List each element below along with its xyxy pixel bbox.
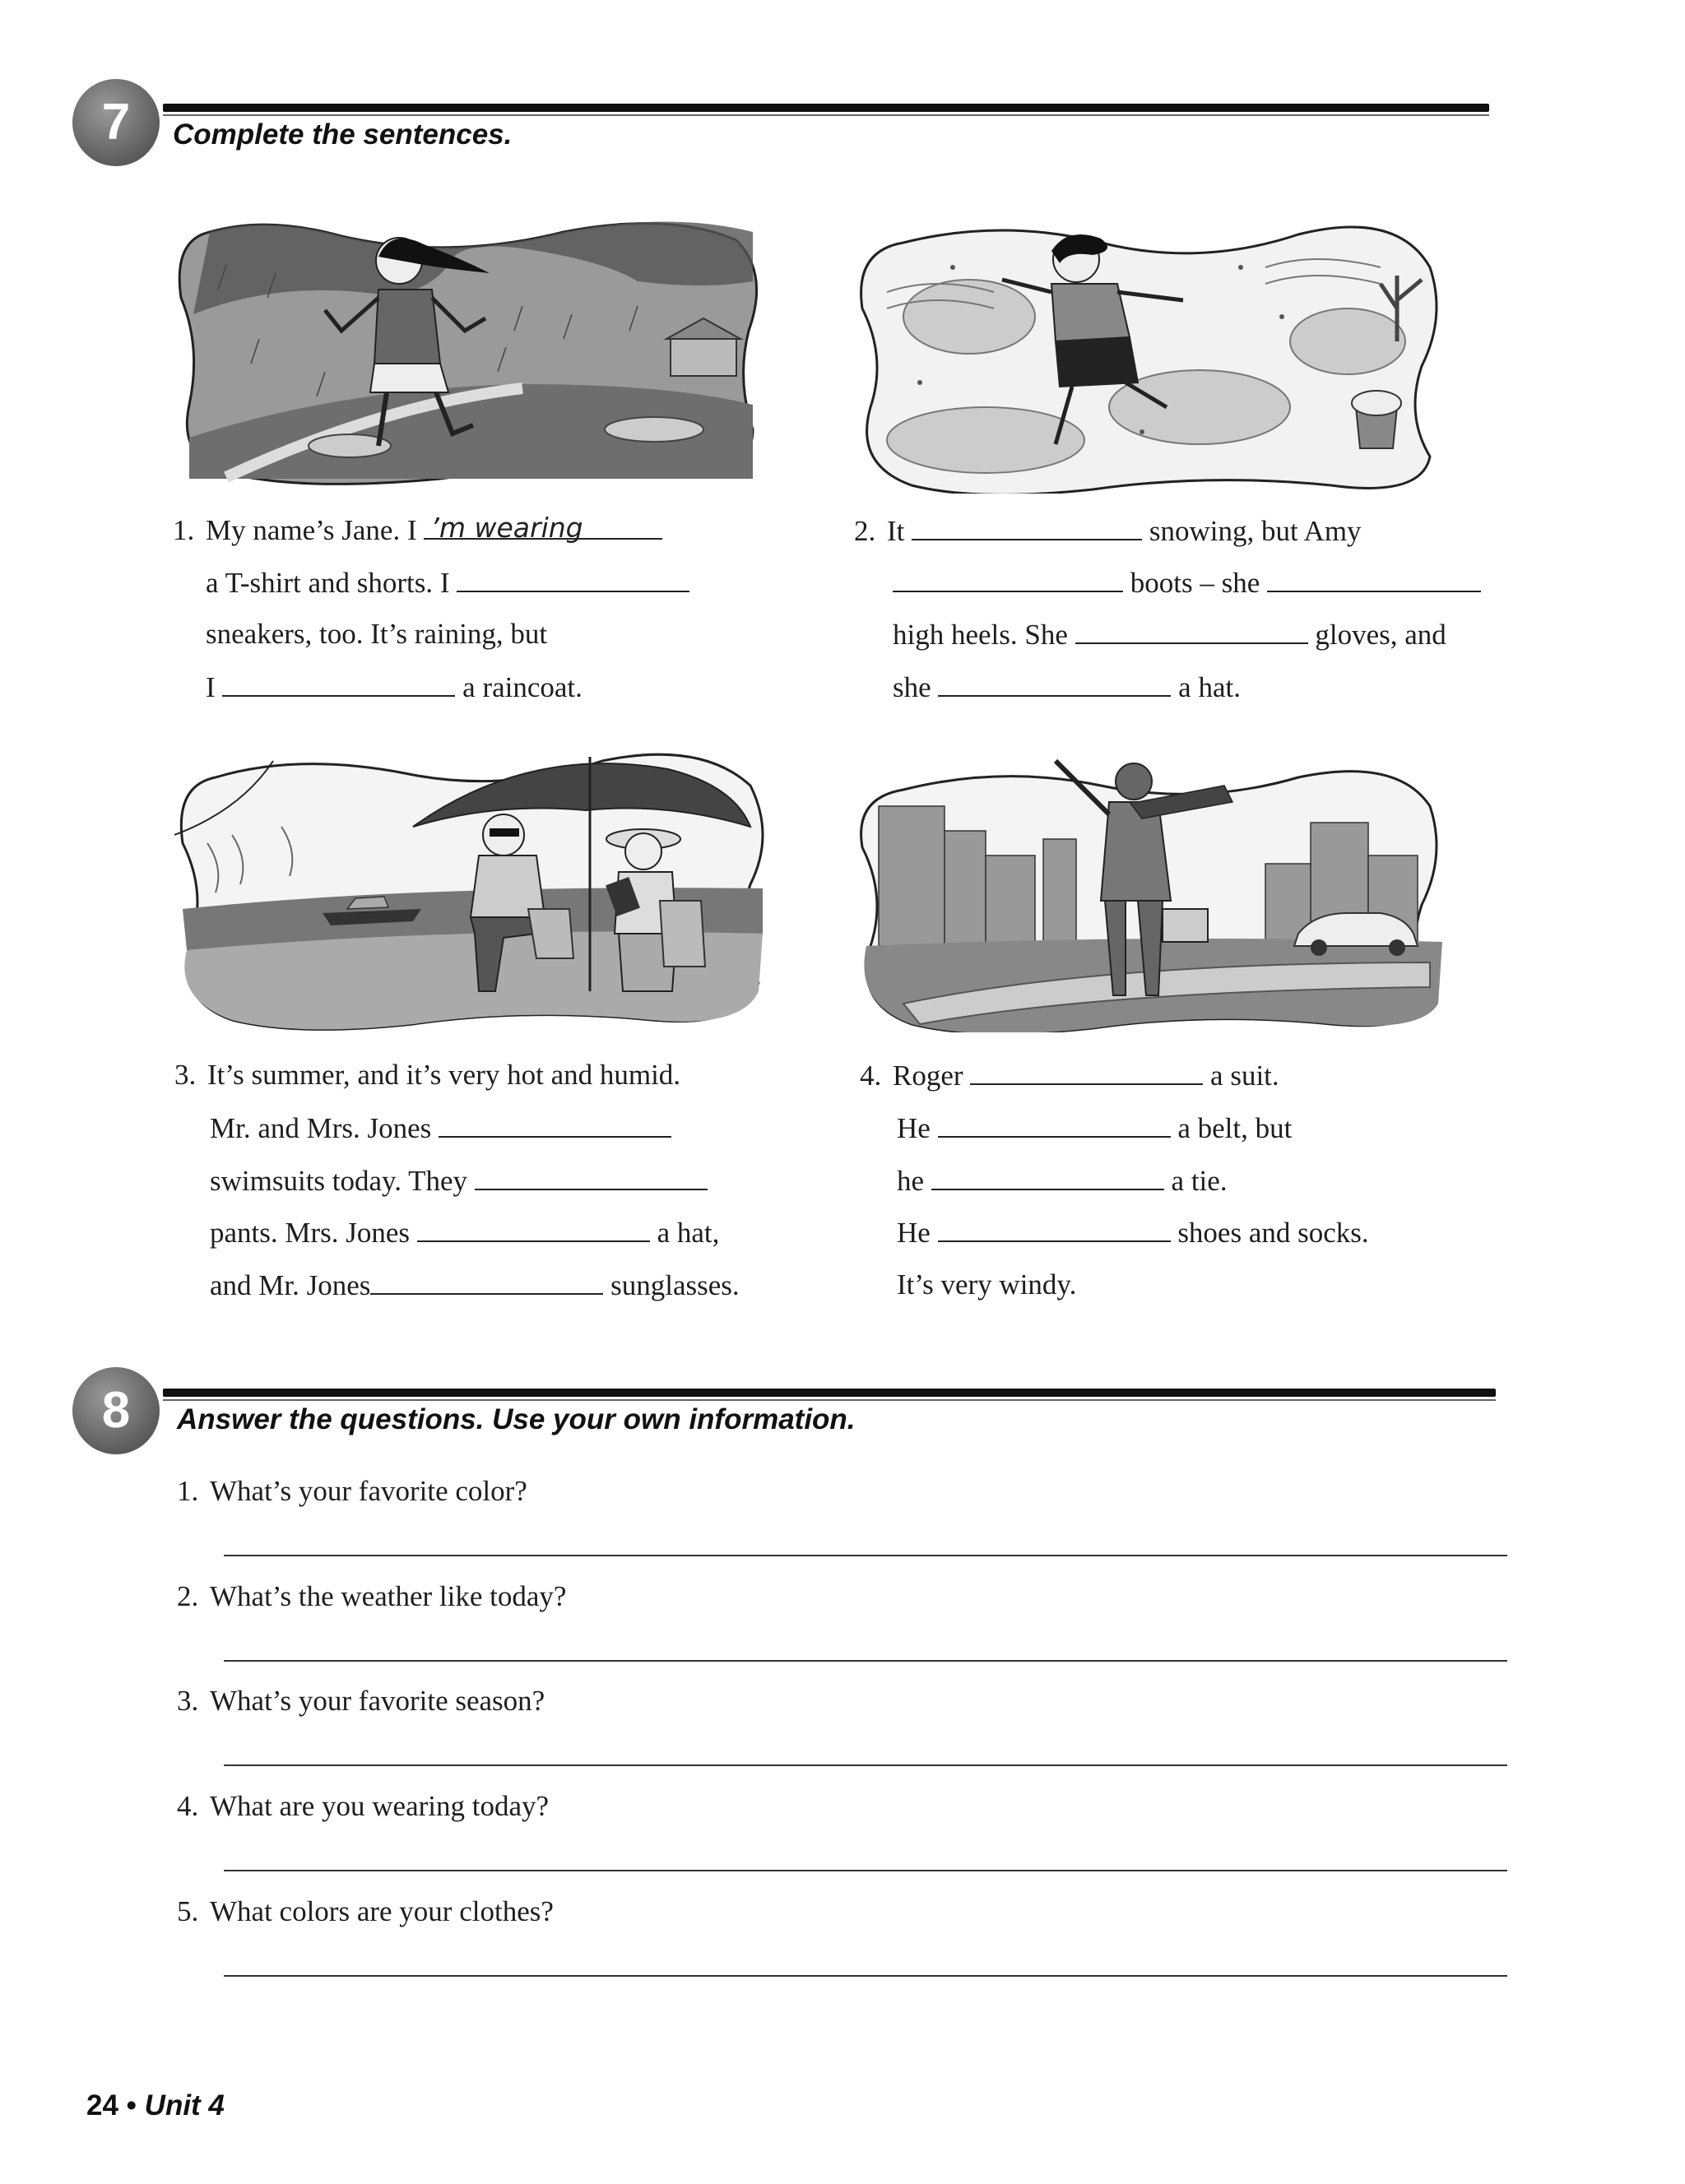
exercise-1-number: 1.	[173, 514, 195, 546]
answer-line-5[interactable]	[224, 1975, 1507, 1977]
question-2-number: 2.	[177, 1580, 199, 1612]
exercise-3-line-4	[210, 1216, 719, 1250]
question-3	[177, 1685, 545, 1718]
exercise-3-line-1	[174, 1059, 680, 1092]
exercise-1-text-4a: I	[206, 671, 216, 703]
exercise-1-text-3: sneakers, too. It’s raining, but	[206, 618, 548, 650]
question-3-text: What’s your favorite season?	[210, 1685, 545, 1717]
exercise-3-line-2	[210, 1111, 671, 1145]
page-number: 24	[86, 2089, 118, 2121]
answer-line-3[interactable]	[224, 1764, 1507, 1766]
question-1-number: 1.	[177, 1475, 199, 1507]
section-8-badge	[72, 1367, 160, 1454]
woman-in-snow-icon	[854, 218, 1438, 494]
exercise-4-text-4a: He	[897, 1217, 931, 1249]
exercise-2-blank-3[interactable]	[1267, 566, 1481, 592]
question-4-number: 4.	[177, 1790, 199, 1822]
exercise-2-line-1	[854, 514, 1362, 548]
exercise-1-blank-3[interactable]	[222, 670, 455, 697]
exercise-1-line-3	[206, 618, 547, 651]
question-3-number: 3.	[177, 1685, 199, 1717]
exercise-2-line-2	[893, 566, 1481, 600]
exercise-3-blank-3[interactable]	[417, 1216, 650, 1242]
question-4-text: What are you wearing today?	[210, 1790, 550, 1822]
exercise-4-line-3	[897, 1164, 1228, 1198]
exercise-3-text-4b: a hat,	[657, 1217, 720, 1249]
exercise-3-number: 3.	[174, 1059, 197, 1091]
unit-label: Unit 4	[144, 2089, 225, 2121]
section-7-title: Complete the sentences.	[173, 118, 513, 151]
exercise-1-line-4	[206, 670, 583, 704]
exercise-1-text-2: a T-shirt and shorts. I	[206, 567, 450, 599]
woman-running-in-rain-icon	[177, 216, 769, 485]
exercise-3-text-4a: pants. Mrs. Jones	[210, 1217, 411, 1249]
picture-4	[854, 757, 1446, 1032]
exercise-4-line-5	[897, 1268, 1076, 1301]
picture-3	[174, 744, 775, 1032]
section-7-number: 7	[101, 94, 131, 151]
page-footer	[86, 2089, 225, 2122]
picture-1	[177, 216, 769, 485]
exercise-4-blank-4[interactable]	[938, 1216, 1171, 1242]
exercise-1-blank-1[interactable]	[424, 512, 662, 544]
exercise-3-text-3: swimsuits today. They	[210, 1165, 468, 1197]
exercise-2-text-1a: It	[887, 515, 905, 547]
answer-line-2[interactable]	[224, 1660, 1507, 1662]
exercise-4-text-2a: He	[897, 1112, 931, 1144]
exercise-4-line-1	[860, 1059, 1279, 1092]
question-1-text: What’s your favorite color?	[210, 1475, 527, 1507]
exercise-1-line-1	[173, 514, 662, 547]
question-2	[177, 1580, 566, 1613]
exercise-3-text-5b: sunglasses.	[610, 1269, 740, 1301]
exercise-2-text-4b: a hat.	[1178, 671, 1241, 703]
exercise-2-number: 2.	[854, 515, 876, 547]
exercise-2-blank-2[interactable]	[893, 566, 1123, 592]
exercise-4-text-4b: shoes and socks.	[1177, 1217, 1369, 1249]
exercise-4-text-3b: a tie.	[1171, 1165, 1228, 1197]
exercise-2-blank-1[interactable]	[912, 514, 1142, 540]
section-8-rule	[163, 1389, 1496, 1397]
question-4	[177, 1790, 549, 1823]
exercise-3-line-5	[210, 1268, 740, 1302]
section-7-rule	[163, 104, 1489, 112]
exercise-4-number: 4.	[860, 1060, 882, 1092]
exercise-3-blank-1[interactable]	[439, 1111, 671, 1138]
exercise-4-text-3a: he	[897, 1165, 925, 1197]
exercise-4-blank-2[interactable]	[938, 1111, 1171, 1138]
question-1	[177, 1475, 527, 1508]
exercise-1-blank-2[interactable]	[457, 566, 689, 592]
exercise-2-blank-4[interactable]	[1075, 618, 1308, 644]
exercise-3-text-1: It’s summer, and it’s very hot and humid.	[207, 1059, 681, 1091]
exercise-1-answer: ’m wearing	[430, 512, 583, 544]
exercise-3-text-2: Mr. and Mrs. Jones	[210, 1112, 432, 1144]
exercise-4-text-5: It’s very windy.	[897, 1268, 1077, 1301]
exercise-2-text-2b: boots – she	[1130, 567, 1260, 599]
footer-bullet: •	[126, 2089, 137, 2121]
exercise-4-blank-3[interactable]	[931, 1164, 1164, 1190]
picture-2	[854, 218, 1438, 494]
couple-at-beach-icon	[174, 744, 775, 1032]
question-5	[177, 1895, 554, 1928]
exercise-2-text-4a: she	[893, 671, 931, 703]
exercise-2-text-3b: gloves, and	[1315, 619, 1446, 651]
exercise-1-text-1: My name’s Jane. I	[206, 514, 417, 546]
section-8-number: 8	[101, 1382, 131, 1439]
exercise-4-line-2	[897, 1111, 1292, 1145]
exercise-4-text-1a: Roger	[893, 1060, 963, 1092]
exercise-4-text-2b: a belt, but	[1177, 1112, 1293, 1144]
question-2-text: What’s the weather like today?	[210, 1580, 567, 1612]
exercise-1-text-4b: a raincoat.	[462, 671, 583, 703]
exercise-4-line-4	[897, 1216, 1369, 1250]
question-5-number: 5.	[177, 1895, 199, 1927]
section-8-title: Answer the questions. Use your own information.	[177, 1403, 856, 1435]
exercise-3-blank-2[interactable]	[475, 1164, 708, 1190]
exercise-2-blank-5[interactable]	[938, 670, 1171, 697]
exercise-4-blank-1[interactable]	[970, 1059, 1203, 1085]
exercise-2-text-1b: snowing, but Amy	[1149, 515, 1362, 547]
exercise-3-blank-4[interactable]	[370, 1268, 603, 1295]
exercise-1-line-2	[206, 566, 689, 600]
exercise-3-line-3	[210, 1164, 708, 1198]
exercise-2-line-3	[893, 618, 1446, 651]
question-5-text: What colors are your clothes?	[210, 1895, 554, 1927]
answer-line-1[interactable]	[224, 1555, 1507, 1556]
answer-line-4[interactable]	[224, 1870, 1507, 1871]
man-in-wind-icon	[854, 757, 1446, 1032]
exercise-2-text-3a: high heels. She	[893, 619, 1068, 651]
section-7-badge	[72, 79, 160, 166]
exercise-2-line-4	[893, 670, 1241, 704]
exercise-3-text-5a: and Mr. Jones	[210, 1269, 371, 1301]
exercise-4-text-1b: a suit.	[1210, 1060, 1279, 1092]
